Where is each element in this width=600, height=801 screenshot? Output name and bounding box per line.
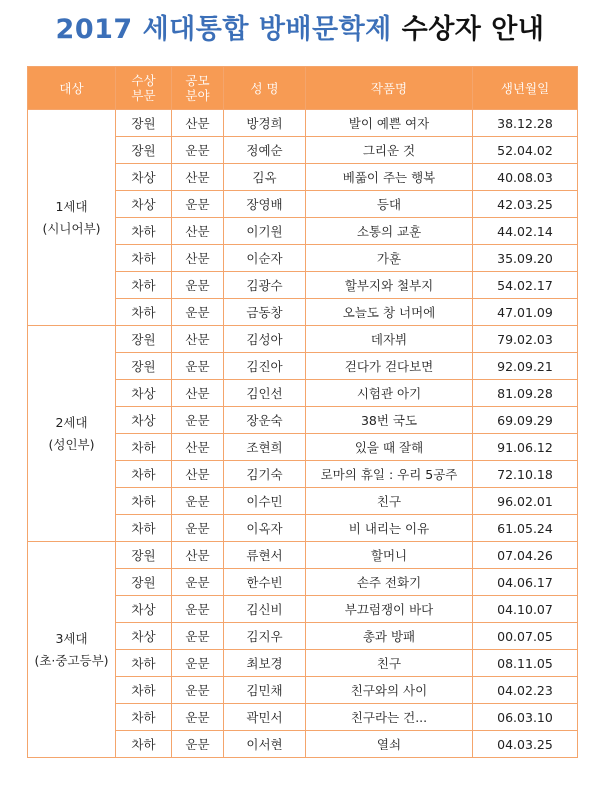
- cell-name: 김성아: [224, 326, 306, 353]
- header-field-line1: 공모: [185, 73, 210, 88]
- cell-field: 운문: [172, 488, 224, 515]
- cell-work: 오늘도 창 너머에: [306, 299, 473, 326]
- cell-field: 운문: [172, 569, 224, 596]
- header-birth: 생년월일: [473, 67, 578, 110]
- cell-field: 산문: [172, 245, 224, 272]
- cell-award: 차하: [116, 515, 172, 542]
- cell-field: 산문: [172, 218, 224, 245]
- cell-name: 김민채: [224, 677, 306, 704]
- cell-birth: 06.03.10: [473, 704, 578, 731]
- cell-award: 차상: [116, 191, 172, 218]
- cell-award: 장원: [116, 542, 172, 569]
- header-award: [116, 67, 172, 110]
- cell-name: 방경희: [224, 110, 306, 137]
- cell-field: 운문: [172, 515, 224, 542]
- group-label-line2: (성인부): [48, 436, 95, 452]
- cell-birth: 79.02.03: [473, 326, 578, 353]
- cell-award: 차상: [116, 596, 172, 623]
- cell-field: 운문: [172, 137, 224, 164]
- cell-work: 손주 전화기: [306, 569, 473, 596]
- cell-field: 운문: [172, 596, 224, 623]
- cell-birth: 54.02.17: [473, 272, 578, 299]
- cell-award: 차상: [116, 407, 172, 434]
- cell-birth: 81.09.28: [473, 380, 578, 407]
- cell-award: 차하: [116, 299, 172, 326]
- cell-name: 김진아: [224, 353, 306, 380]
- cell-field: 산문: [172, 110, 224, 137]
- cell-birth: 38.12.28: [473, 110, 578, 137]
- cell-work: 친구: [306, 488, 473, 515]
- cell-name: 김광수: [224, 272, 306, 299]
- cell-name: 장운숙: [224, 407, 306, 434]
- cell-work: 소통의 교훈: [306, 218, 473, 245]
- cell-field: 운문: [172, 407, 224, 434]
- cell-work: 가훈: [306, 245, 473, 272]
- cell-name: 최보경: [224, 650, 306, 677]
- cell-field: 운문: [172, 650, 224, 677]
- cell-field: 운문: [172, 623, 224, 650]
- cell-award: 장원: [116, 326, 172, 353]
- cell-field: 산문: [172, 380, 224, 407]
- cell-birth: 96.02.01: [473, 488, 578, 515]
- cell-work: 친구와의 사이: [306, 677, 473, 704]
- cell-field: 산문: [172, 461, 224, 488]
- header-field: [172, 67, 224, 110]
- cell-work: 친구: [306, 650, 473, 677]
- cell-award: 장원: [116, 137, 172, 164]
- cell-name: 곽민서: [224, 704, 306, 731]
- cell-award: 차상: [116, 623, 172, 650]
- cell-award: 차하: [116, 704, 172, 731]
- cell-award: 차하: [116, 677, 172, 704]
- header-target: 대상: [28, 67, 116, 110]
- table-header: [28, 67, 578, 110]
- page-title: [0, 0, 600, 60]
- cell-name: 한수빈: [224, 569, 306, 596]
- cell-award: 차하: [116, 461, 172, 488]
- cell-work: 로마의 휴일 : 우리 5공주: [306, 461, 473, 488]
- cell-birth: 08.11.05: [473, 650, 578, 677]
- group-label-line2: (초·중고등부): [34, 652, 109, 668]
- cell-work: 38번 국도: [306, 407, 473, 434]
- cell-field: 운문: [172, 272, 224, 299]
- cell-field: 산문: [172, 164, 224, 191]
- table-body: [28, 110, 578, 758]
- cell-birth: 07.04.26: [473, 542, 578, 569]
- table-row: [28, 110, 578, 137]
- cell-name: 김옥: [224, 164, 306, 191]
- cell-name: 이기원: [224, 218, 306, 245]
- cell-name: 이옥자: [224, 515, 306, 542]
- cell-award: 장원: [116, 569, 172, 596]
- group-label-line1: 3세대: [55, 630, 88, 646]
- group-label: [28, 326, 116, 542]
- cell-birth: 52.04.02: [473, 137, 578, 164]
- cell-field: 산문: [172, 434, 224, 461]
- cell-birth: 44.02.14: [473, 218, 578, 245]
- cell-birth: 92.09.21: [473, 353, 578, 380]
- header-field-line2: 분야: [185, 88, 210, 103]
- cell-birth: 04.02.23: [473, 677, 578, 704]
- group-label-line1: 1세대: [55, 198, 88, 214]
- cell-birth: 91.06.12: [473, 434, 578, 461]
- cell-birth: 42.03.25: [473, 191, 578, 218]
- cell-name: 장영배: [224, 191, 306, 218]
- cell-work: 그리운 것: [306, 137, 473, 164]
- cell-work: 걷다가 걷다보면: [306, 353, 473, 380]
- cell-field: 산문: [172, 326, 224, 353]
- cell-name: 조현희: [224, 434, 306, 461]
- cell-work: 친구라는 건...: [306, 704, 473, 731]
- cell-award: 차하: [116, 245, 172, 272]
- cell-name: 이서현: [224, 731, 306, 758]
- cell-name: 이순자: [224, 245, 306, 272]
- cell-work: 등대: [306, 191, 473, 218]
- cell-birth: 47.01.09: [473, 299, 578, 326]
- table-row: [28, 542, 578, 569]
- cell-name: 금동창: [224, 299, 306, 326]
- cell-birth: 00.07.05: [473, 623, 578, 650]
- cell-award: 차하: [116, 218, 172, 245]
- cell-award: 차상: [116, 380, 172, 407]
- cell-work: 할머니: [306, 542, 473, 569]
- title-main: 2017 세대통합 방배문학제: [55, 14, 392, 45]
- cell-field: 운문: [172, 191, 224, 218]
- cell-award: 장원: [116, 353, 172, 380]
- cell-work: 열쇠: [306, 731, 473, 758]
- cell-name: 정예순: [224, 137, 306, 164]
- cell-field: 운문: [172, 677, 224, 704]
- cell-award: 차하: [116, 434, 172, 461]
- cell-award: 차상: [116, 164, 172, 191]
- cell-name: 김지우: [224, 623, 306, 650]
- cell-name: 김기숙: [224, 461, 306, 488]
- cell-birth: 40.08.03: [473, 164, 578, 191]
- cell-name: 김신비: [224, 596, 306, 623]
- table-row: [28, 326, 578, 353]
- group-label-line2: (시니어부): [42, 220, 101, 236]
- cell-field: 산문: [172, 542, 224, 569]
- cell-work: 발이 예쁜 여자: [306, 110, 473, 137]
- cell-work: 있을 때 잘해: [306, 434, 473, 461]
- cell-award: 차하: [116, 731, 172, 758]
- cell-work: 총과 방패: [306, 623, 473, 650]
- cell-award: 차하: [116, 488, 172, 515]
- cell-work: 시험관 아기: [306, 380, 473, 407]
- cell-birth: 04.06.17: [473, 569, 578, 596]
- cell-name: 김인선: [224, 380, 306, 407]
- cell-award: 차하: [116, 272, 172, 299]
- cell-field: 운문: [172, 731, 224, 758]
- winners-table: [27, 66, 578, 758]
- cell-field: 운문: [172, 704, 224, 731]
- cell-birth: 61.05.24: [473, 515, 578, 542]
- cell-birth: 04.10.07: [473, 596, 578, 623]
- cell-award: 차하: [116, 650, 172, 677]
- header-award-line2: 부문: [131, 88, 156, 103]
- header-work: 작품명: [306, 67, 473, 110]
- group-label-line1: 2세대: [55, 414, 88, 430]
- cell-field: 운문: [172, 299, 224, 326]
- cell-work: 베풂이 주는 행복: [306, 164, 473, 191]
- group-label: [28, 542, 116, 758]
- cell-birth: 72.10.18: [473, 461, 578, 488]
- cell-work: 데자뷔: [306, 326, 473, 353]
- header-award-line1: 수상: [131, 73, 156, 88]
- cell-work: 할부지와 철부지: [306, 272, 473, 299]
- cell-work: 부끄럼쟁이 바다: [306, 596, 473, 623]
- cell-name: 이수민: [224, 488, 306, 515]
- group-label: [28, 110, 116, 326]
- cell-birth: 69.09.29: [473, 407, 578, 434]
- cell-name: 류현서: [224, 542, 306, 569]
- cell-birth: 04.03.25: [473, 731, 578, 758]
- cell-work: 비 내리는 이유: [306, 515, 473, 542]
- title-suffix: 수상자 안내: [401, 14, 545, 45]
- cell-award: 장원: [116, 110, 172, 137]
- header-name: 성 명: [224, 67, 306, 110]
- cell-birth: 35.09.20: [473, 245, 578, 272]
- cell-field: 운문: [172, 353, 224, 380]
